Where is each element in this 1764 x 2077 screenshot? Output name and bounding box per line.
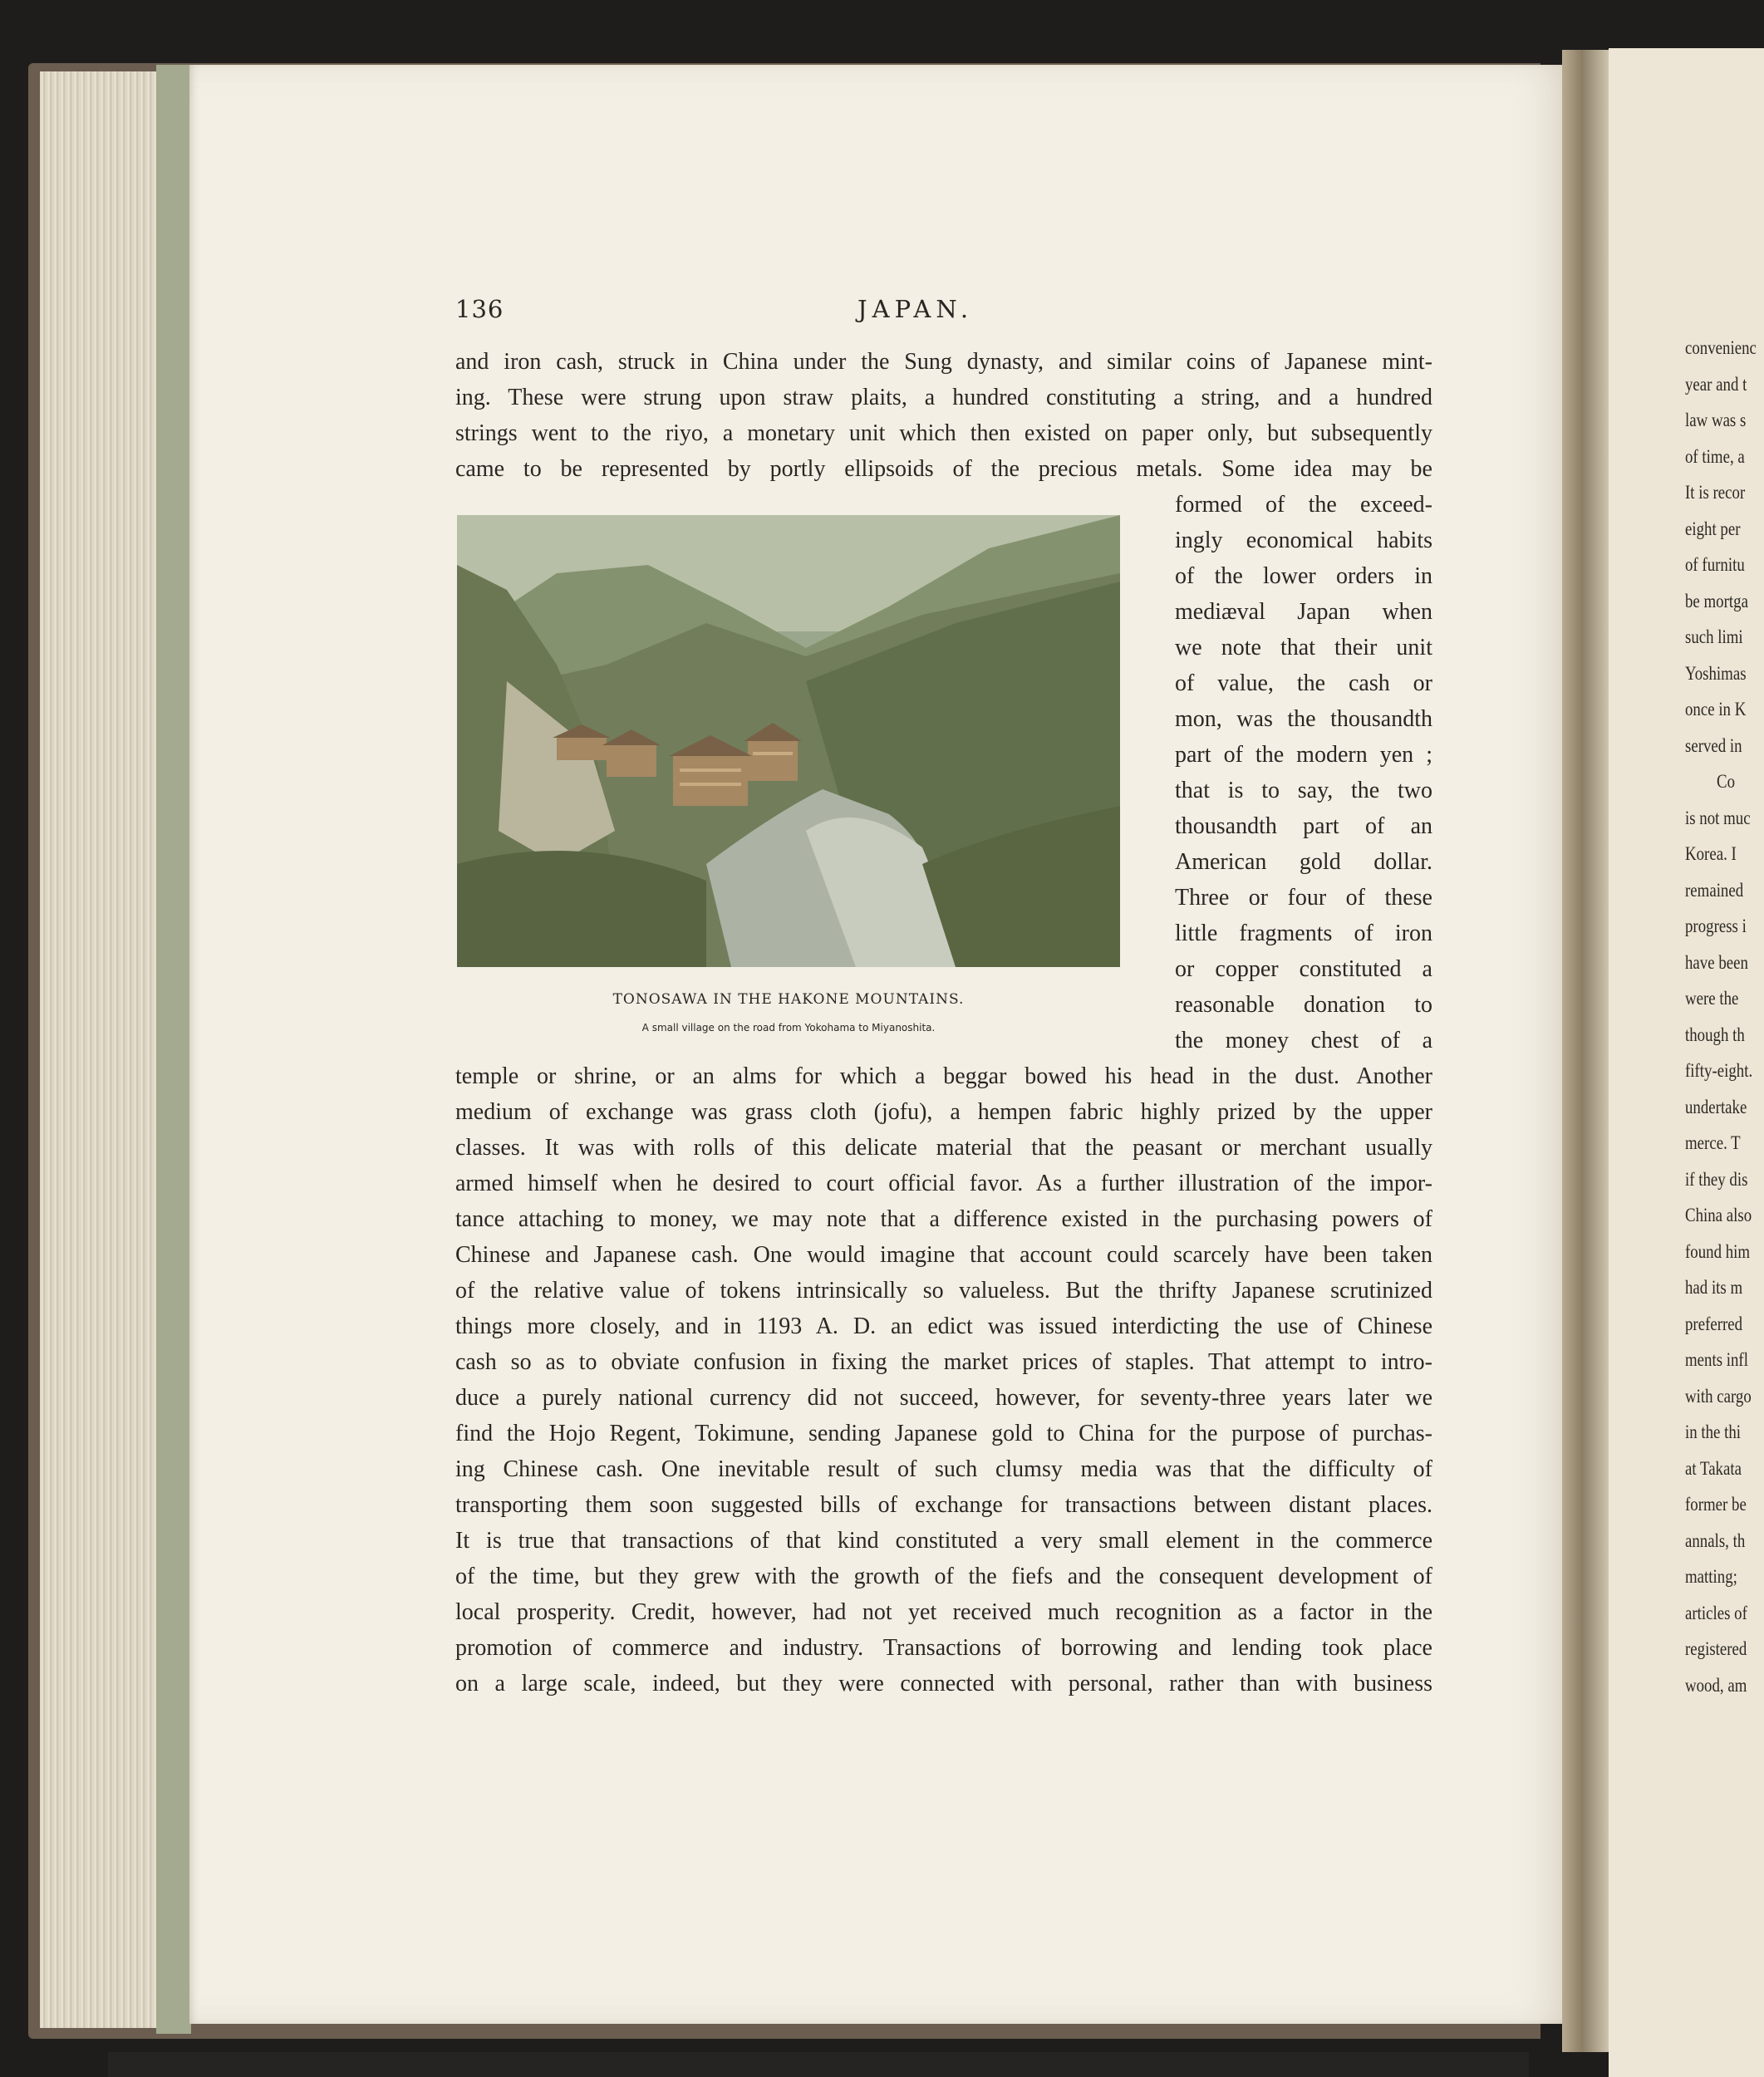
facing-page-line: had its m	[1685, 1277, 1743, 1298]
hakone-photograph	[457, 515, 1120, 967]
facing-page-line: at Takata	[1685, 1457, 1742, 1479]
body-line: cash so as to obviate confusion in fixing the market prices of staples. That attempt to intro-	[455, 1349, 1432, 1375]
facing-page-line: eight per	[1685, 518, 1741, 539]
facing-page-line: ments infl	[1685, 1349, 1748, 1370]
facing-page-line: registered	[1685, 1638, 1747, 1659]
facing-page-line: Co	[1717, 771, 1736, 792]
body-line: came to be represented by portly ellipsoids of the precious metals. Some idea may be	[455, 456, 1432, 482]
facing-page-line: once in K	[1685, 699, 1747, 719]
facing-page-line: such limi	[1685, 626, 1743, 647]
body-line: American gold dollar.	[1175, 849, 1432, 875]
facing-page-line: Korea. I	[1685, 843, 1737, 864]
facing-page-line: is not muc	[1685, 807, 1751, 828]
inner-margin	[156, 65, 191, 2034]
body-line: strings went to the riyo, a monetary unit which then existed on paper only, but subsequently	[455, 420, 1432, 446]
figure-subtitle: A small village on the road from Yokohama to Miyanoshita.	[641, 1022, 936, 1034]
body-line: and iron cash, struck in China under the Sung dynasty, and similar coins of Japanese mint-	[455, 349, 1432, 375]
right-page	[1609, 48, 1764, 2077]
body-line: we note that their unit	[1175, 635, 1432, 660]
body-line: ing. These were strung upon straw plaits, a hundred constituting a string, and a hundred	[455, 385, 1432, 410]
body-line: of value, the cash or	[1175, 670, 1432, 696]
facing-page-line: former be	[1685, 1494, 1747, 1515]
body-line: armed himself when he desired to court official favor. As a further illustration of the impor-	[455, 1171, 1432, 1196]
body-line: of the relative value of tokens intrinsically so valueless. But the thrifty Japanese scrutinized	[455, 1278, 1432, 1304]
body-line: It is true that transactions of that kind constituted a very small element in the commerce	[455, 1528, 1432, 1554]
facing-page-line: convenienc	[1685, 337, 1757, 358]
body-line: medium of exchange was grass cloth (jofu), a hempen fabric highly prized by the upper	[455, 1099, 1432, 1125]
body-line: of the lower orders in	[1175, 563, 1432, 589]
body-line: on a large scale, indeed, but they were connected with personal, rather than with business	[455, 1671, 1432, 1696]
figure-title: TONOSAWA IN THE HAKONE MOUNTAINS.	[612, 991, 965, 1008]
body-line: or copper constituted a	[1175, 956, 1432, 982]
body-line: part of the modern yen ;	[1175, 742, 1432, 768]
facing-page-line: if they dis	[1685, 1168, 1748, 1190]
background-strip	[108, 2052, 1529, 2077]
body-line: formed of the exceed-	[1175, 492, 1432, 518]
facing-page-line: progress i	[1685, 916, 1747, 936]
facing-page-line: undertake	[1685, 1096, 1747, 1117]
body-line: ing Chinese cash. One inevitable result of such clumsy media was that the difficulty of	[455, 1456, 1432, 1482]
facing-page-line: It is recor	[1685, 482, 1746, 503]
facing-page-line: merce. T	[1685, 1132, 1741, 1153]
body-line: promotion of commerce and industry. Transactions of borrowing and lending took place	[455, 1635, 1432, 1661]
running-title: JAPAN.	[857, 295, 974, 323]
facing-page-line: year and t	[1685, 373, 1747, 395]
facing-page-line: served in	[1685, 734, 1742, 756]
body-line: the money chest of a	[1175, 1028, 1432, 1053]
facing-page-line: found him	[1685, 1240, 1751, 1262]
facing-page-line: be mortga	[1685, 590, 1748, 611]
body-line: temple or shrine, or an alms for which a beggar bowed his head in the dust. Another	[455, 1063, 1432, 1089]
body-line: Chinese and Japanese cash. One would imagine that account could scarcely have been taken	[455, 1242, 1432, 1268]
facing-page-line: of furnitu	[1685, 554, 1745, 575]
facing-page-line: with cargo	[1685, 1385, 1752, 1407]
body-line: of the time, but they grew with the growth of the fiefs and the consequent development of	[455, 1564, 1432, 1589]
body-line: local prosperity. Credit, however, had not yet received much recognition as a factor in the	[455, 1599, 1432, 1625]
facing-page-line: were the	[1685, 988, 1739, 1009]
body-line: things more closely, and in 1193 A. D. an edict was issued interdicting the use of Chinese	[455, 1313, 1432, 1339]
facing-page-line: China also	[1685, 1205, 1752, 1225]
facing-page-line: though th	[1685, 1024, 1745, 1045]
facing-page-line: fifty-eight.	[1685, 1060, 1753, 1081]
body-line: thousandth part of an	[1175, 813, 1432, 839]
facing-page-line: articles of	[1685, 1602, 1747, 1623]
facing-page-line: matting;	[1685, 1566, 1737, 1587]
body-line: mon, was the thousandth	[1175, 706, 1432, 732]
body-line: Three or four of these	[1175, 885, 1432, 911]
facing-page-line: remained	[1685, 879, 1744, 901]
body-line: reasonable donation to	[1175, 992, 1432, 1018]
body-line: ingly economical habits	[1175, 528, 1432, 553]
facing-page-line: annals, th	[1685, 1530, 1746, 1551]
page-edges	[40, 71, 165, 2028]
body-line: tance attaching to money, we may note that a difference existed in the purchasing powers of	[455, 1206, 1432, 1232]
body-line: that is to say, the two	[1175, 778, 1432, 803]
body-line: find the Hojo Regent, Tokimune, sending Japanese gold to China for the purpose of purchas-	[455, 1421, 1432, 1446]
facing-page-line: law was s	[1685, 410, 1747, 430]
facing-page-line: preferred	[1685, 1313, 1743, 1334]
body-line: duce a purely national currency did not succeed, however, for seventy-three years later we	[455, 1385, 1432, 1411]
body-line: little fragments of iron	[1175, 921, 1432, 946]
facing-page-line: have been	[1685, 951, 1748, 973]
page-number: 136	[455, 295, 504, 323]
body-line: transporting them soon suggested bills of exchange for transactions between distant places.	[455, 1492, 1432, 1518]
facing-page-line: Yoshimas	[1685, 662, 1747, 684]
book-gutter	[1562, 50, 1612, 2052]
facing-page-line: of time, a	[1685, 445, 1745, 467]
body-line: classes. It was with rolls of this delicate material that the peasant or merchant usually	[455, 1135, 1432, 1161]
body-line: mediæval Japan when	[1175, 599, 1432, 625]
facing-page-line: wood, am	[1685, 1674, 1747, 1696]
facing-page-line: in the thi	[1685, 1421, 1742, 1442]
